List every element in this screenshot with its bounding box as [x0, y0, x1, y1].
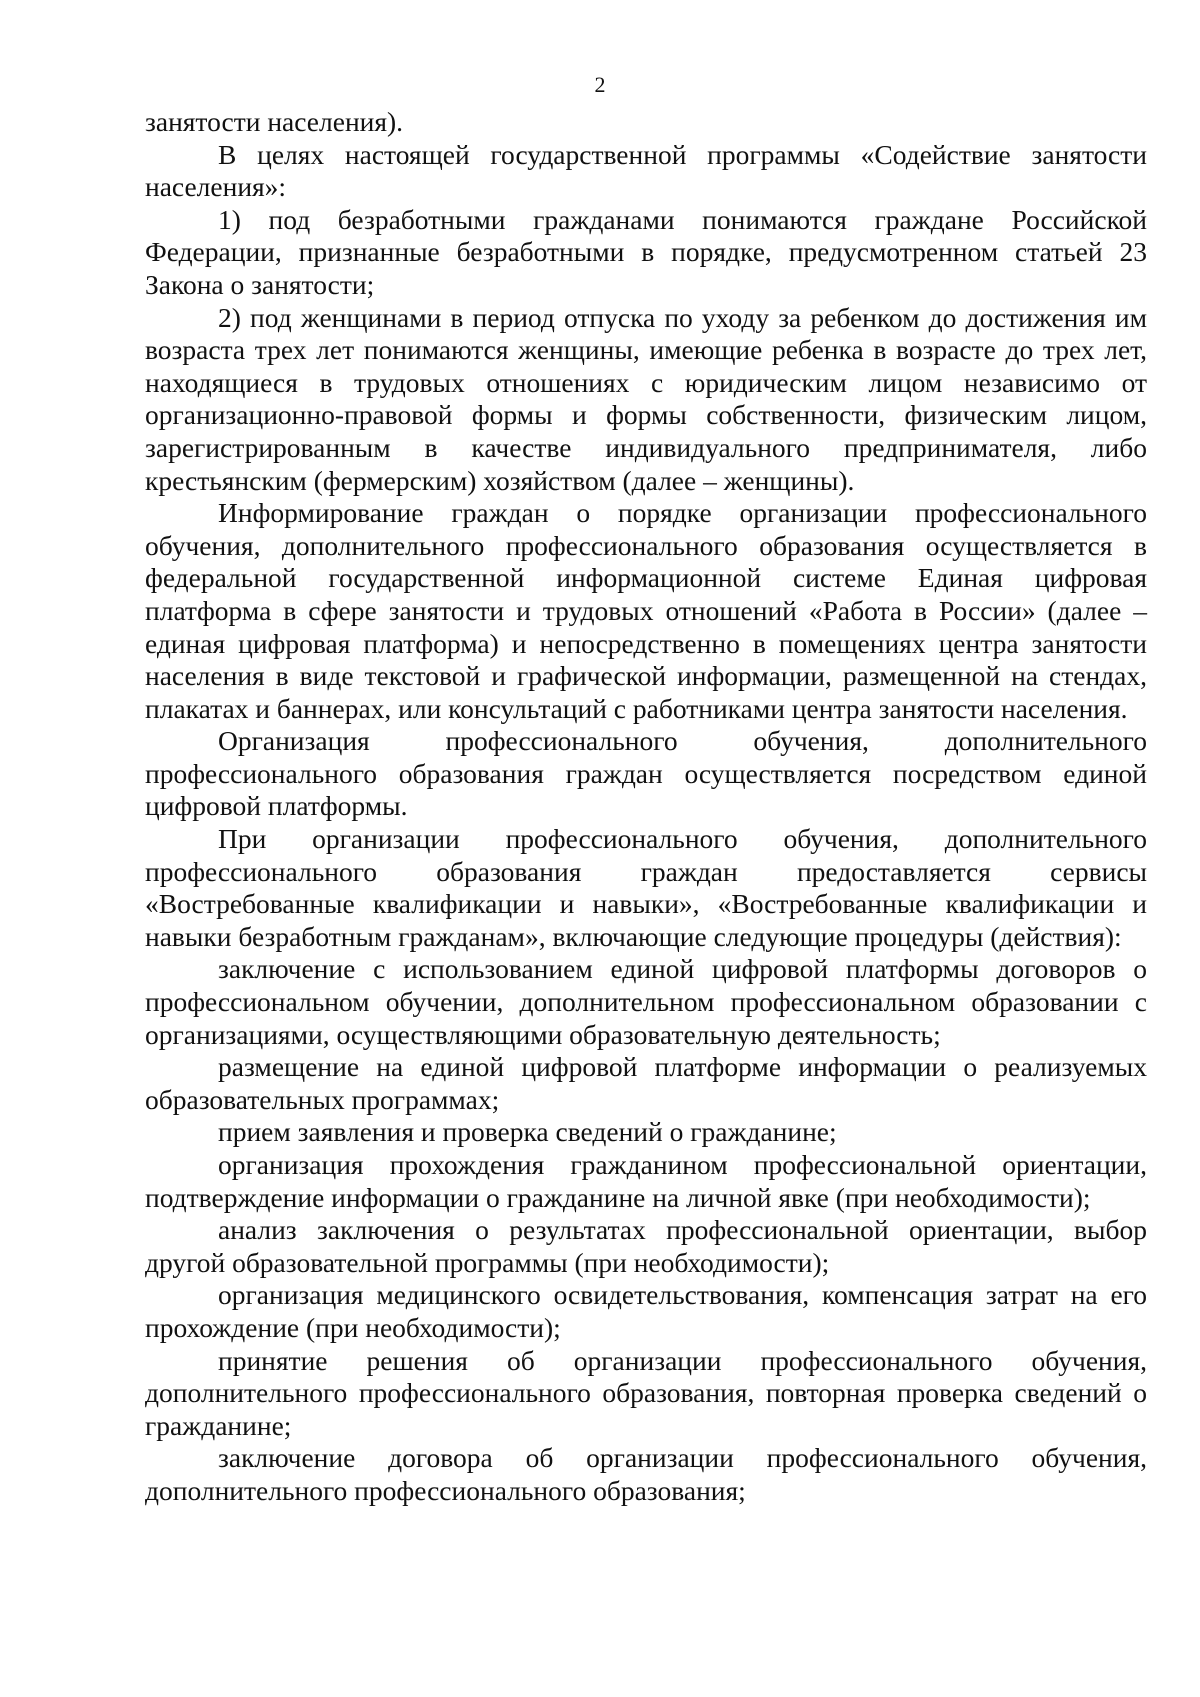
paragraph: организация прохождения гражданином профессиональной ориентации, подтверждение информации о гражданине на личной явке (при необходимости);	[145, 1149, 1147, 1213]
paragraph: При организации профессионального обучения, дополнительного профессионального образования граждан предоставляется сервисы «Востребованные квалификации и навыки», «Востребованные квалификации и навыки безработным гражданам», включающие следующие процедуры (действия):	[145, 823, 1147, 952]
page-number: 2	[594, 72, 606, 97]
paragraph: Информирование граждан о порядке организации профессионального обучения, дополнительного профессионального образования осуществляется в федеральной государственной информационной системе Единая цифровая платформа в сфере занятости и трудовых отношений «Работа в России» (далее – единая цифровая платформа) и непосредственно в помещениях центра занятости населения в виде текстовой и графической информации, размещенной на стендах, плакатах и баннерах, или консультаций с работниками центра занятости населения.	[145, 497, 1147, 724]
paragraph: анализ заключения о результатах профессиональной ориентации, выбор другой образовательной программы (при необходимости);	[145, 1214, 1147, 1278]
paragraph: занятости населения).	[145, 106, 404, 137]
paragraph: прием заявления и проверка сведений о гражданине;	[218, 1116, 837, 1148]
paragraph: 2) под женщинами в период отпуска по уходу за ребенком до достижения им возраста трех лет понимаются женщины, имеющие ребенка в возрасте до трех лет, находящиеся в трудовых отношениях с юридическим лицом независимо от организационно-правовой формы и формы собственности, физическим лицом, зарегистрированным в качестве индивидуального предпринимателя, либо крестьянским (фермерским) хозяйством (далее – женщины).	[145, 301, 1147, 496]
paragraph: В целях настоящей государственной программы «Содействие занятости населения»:	[145, 138, 1147, 203]
paragraph: заключение договора об организации профессионального обучения, дополнительного профессионального образования;	[145, 1442, 1147, 1506]
paragraph: принятие решения об организации профессионального обучения, дополнительного профессионального образования, повторная проверка сведений о гражданине;	[145, 1344, 1147, 1441]
document-body	[145, 106, 1147, 1508]
paragraph: 1) под безработными гражданами понимаются граждане Российской Федерации, признанные безработными в порядке, предусмотренном статьей 23 Закона о занятости;	[145, 203, 1147, 300]
paragraph: организация медицинского освидетельствования, компенсация затрат на его прохождение (при необходимости);	[145, 1279, 1147, 1343]
paragraph: Организация профессионального обучения, дополнительного профессионального образования граждан осуществляется посредством единой цифровой платформы.	[145, 725, 1147, 822]
paragraph: размещение на единой цифровой платформе информации о реализуемых образовательных программах;	[145, 1051, 1147, 1115]
paragraph: заключение с использованием единой цифровой платформы договоров о профессиональном обучении, дополнительном профессиональном образовании с организациями, осуществляющими образовательную деятельность;	[145, 953, 1147, 1050]
